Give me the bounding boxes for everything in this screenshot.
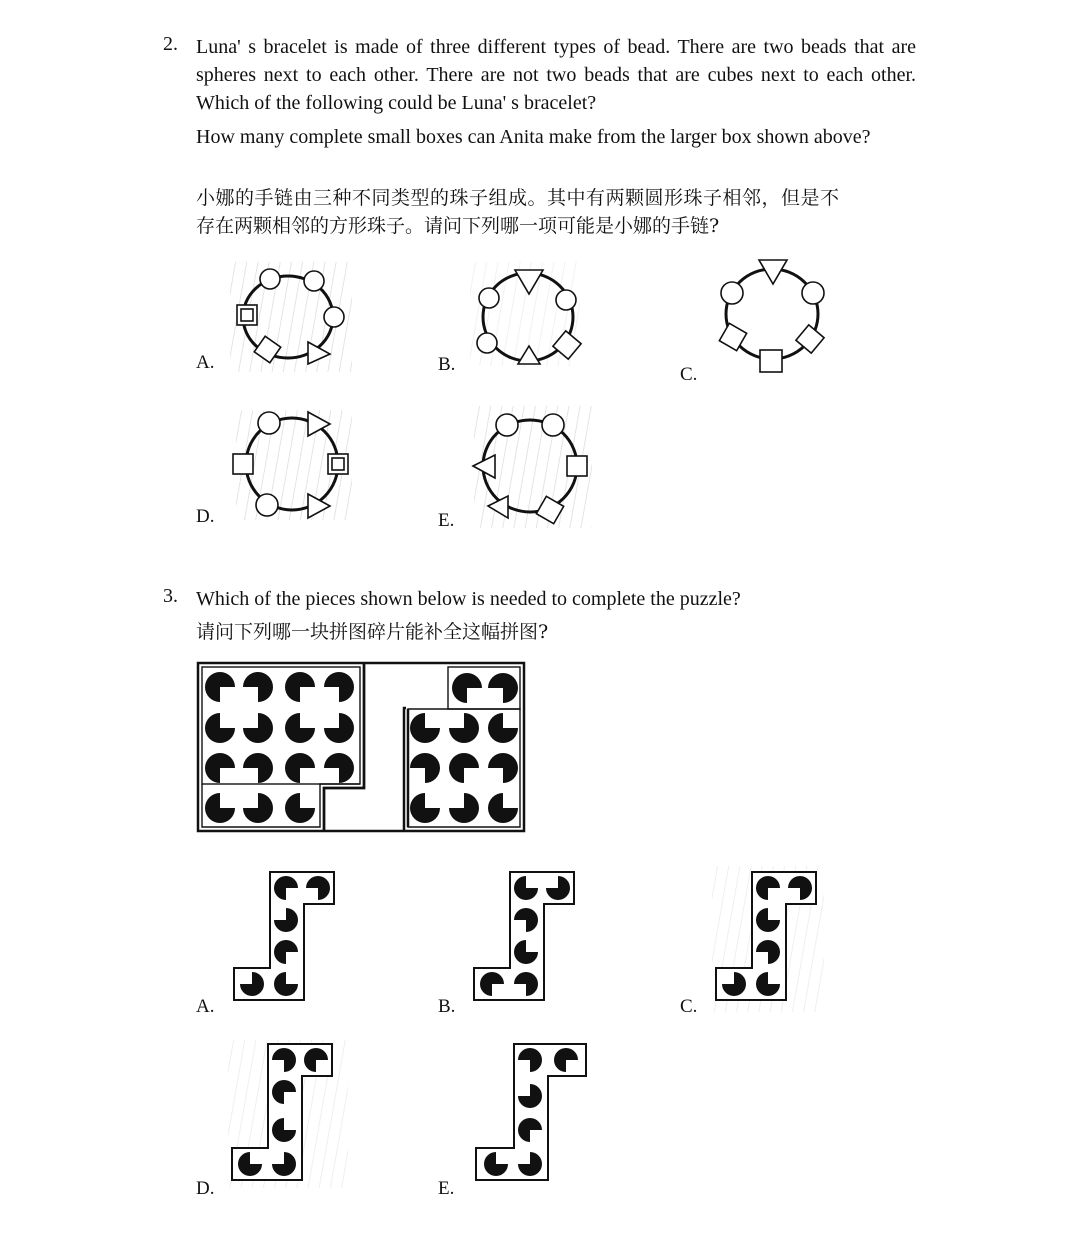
bead-square: [553, 331, 581, 359]
quarter-disc-motif: [449, 753, 479, 783]
quarter-disc-motif: [205, 713, 235, 743]
quarter-disc-motif: [488, 753, 518, 783]
option-label-d: D.: [196, 506, 215, 527]
question-3-number: 3.: [163, 585, 178, 607]
bead-circle: [477, 333, 497, 353]
quarter-disc-motif: [488, 793, 518, 823]
bead-triangle: [759, 260, 787, 284]
bead-square: [760, 350, 782, 372]
puzzle-piece-option-e[interactable]: [470, 1040, 590, 1188]
question-3-chinese-text: 请问下列哪一块拼图碎片能补全这幅拼图?: [196, 621, 549, 643]
quarter-disc-motif: [285, 713, 315, 743]
quarter-disc-motif: [243, 713, 273, 743]
bracelet-option-e[interactable]: [470, 404, 594, 528]
quarter-disc-motif: [243, 793, 273, 823]
question-2-chinese-line-2: 存在两颗相邻的方形珠子。请问下列哪一项可能是小娜的手链?: [196, 215, 720, 237]
quarter-disc-motif: [452, 673, 482, 703]
bead-square: [237, 305, 257, 325]
quarter-disc-motif: [243, 753, 273, 783]
puzzle-piece-option-d[interactable]: [228, 1040, 336, 1188]
bead-circle: [256, 494, 278, 516]
bead-circle: [802, 282, 824, 304]
bead-triangle: [308, 494, 330, 518]
quarter-disc-motif: [324, 672, 354, 702]
bead-circle: [556, 290, 576, 310]
option-label-c: C.: [680, 364, 698, 385]
quarter-disc-motif: [324, 753, 354, 783]
quarter-disc-motif: [410, 713, 440, 743]
bead-square: [328, 454, 348, 474]
bead-circle: [496, 414, 518, 436]
option-label-a: A.: [196, 352, 215, 373]
quarter-disc-motif: [285, 793, 315, 823]
piece-label-c: C.: [680, 996, 698, 1017]
quarter-disc-motif: [410, 753, 440, 783]
piece-label-d: D.: [196, 1178, 215, 1199]
bracelet-option-c[interactable]: [712, 256, 834, 376]
question-2-number: 2.: [163, 33, 178, 55]
quarter-disc-motif: [285, 672, 315, 702]
question-2-extra-text: How many complete small boxes can Anita make from the larger box shown above?: [196, 126, 871, 148]
piece-label-a: A.: [196, 996, 215, 1017]
quarter-disc-motif: [205, 753, 235, 783]
quarter-disc-motif: [488, 673, 518, 703]
question-3-text: Which of the pieces shown below is needed to complete the puzzle?: [196, 588, 741, 610]
quarter-disc-motif: [205, 793, 235, 823]
bead-circle: [324, 307, 344, 327]
puzzle-piece-option-a[interactable]: [230, 868, 338, 1008]
bead-circle: [260, 269, 280, 289]
bracelet-option-a[interactable]: [228, 260, 354, 374]
bead-square: [233, 454, 253, 474]
bead-circle: [479, 288, 499, 308]
quarter-disc-motif: [324, 713, 354, 743]
quarter-disc-motif: [410, 793, 440, 823]
option-label-e: E.: [438, 510, 455, 531]
puzzle-main: [196, 660, 528, 834]
quarter-disc-motif: [449, 713, 479, 743]
bead-circle: [542, 414, 564, 436]
bracelet-option-d[interactable]: [228, 406, 354, 524]
bead-square: [254, 336, 280, 362]
quarter-disc-motif: [285, 753, 315, 783]
bead-triangle: [515, 270, 543, 294]
bead-circle: [258, 412, 280, 434]
bead-square: [719, 323, 746, 350]
quarter-disc-motif: [243, 672, 273, 702]
option-label-b: B.: [438, 354, 456, 375]
bead-circle: [304, 271, 324, 291]
bead-circle: [721, 282, 743, 304]
quarter-disc-motif: [449, 793, 479, 823]
bead-triangle: [518, 346, 540, 364]
piece-label-b: B.: [438, 996, 456, 1017]
quarter-disc-motif: [205, 672, 235, 702]
bracelet-option-b[interactable]: [470, 262, 590, 372]
question-2-text: Luna' s bracelet is made of three different types of bead. There are two beads that are spheres next to each other. There are not two beads that are cubes next to each other. Which of the following could be Luna' s bracelet?: [196, 36, 916, 114]
puzzle-piece-option-b[interactable]: [470, 868, 578, 1008]
puzzle-piece-option-c[interactable]: [712, 868, 820, 1008]
quarter-disc-motif: [488, 713, 518, 743]
piece-label-e: E.: [438, 1178, 455, 1199]
question-2-chinese-line-1: 小娜的手链由三种不同类型的珠子组成。其中有两颗圆形珠子相邻，但是不: [196, 187, 840, 209]
bead-square: [567, 456, 587, 476]
